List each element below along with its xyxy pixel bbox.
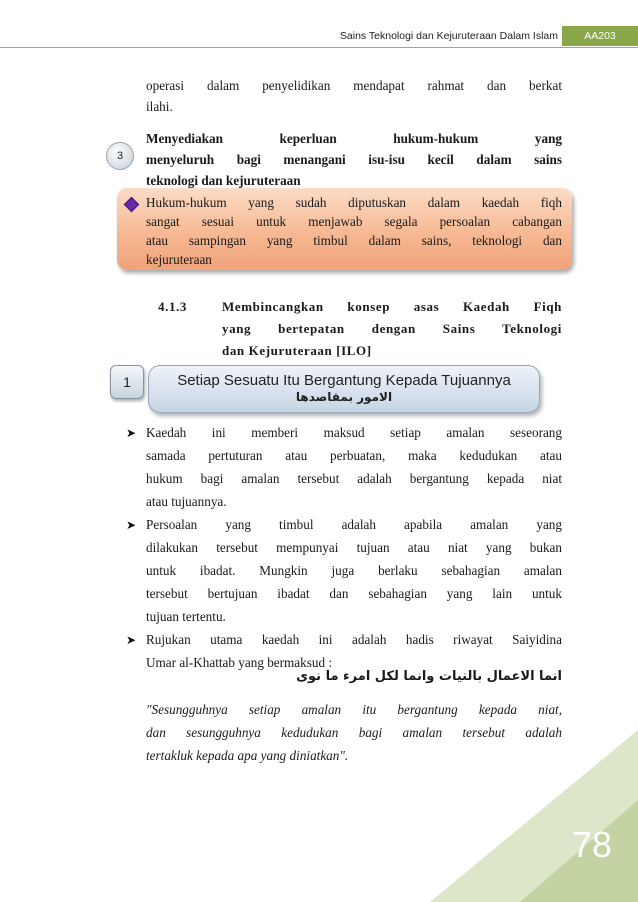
point-number-badge: 3 xyxy=(106,142,134,170)
text-line: untuk ibadat. Mungkin juga berlaku sebahagian amalan xyxy=(146,563,562,578)
section-heading xyxy=(222,296,562,362)
text-line: ilahi. xyxy=(146,99,173,114)
text-line: samada pertuturan atau perbuatan, maka kedudukan atau xyxy=(146,448,562,463)
kaedah-number-badge: 1 xyxy=(110,365,144,399)
course-code-badge: AA203 xyxy=(562,26,638,46)
kaedah-title: Setiap Sesuatu Itu Bergantung Kepada Tujuannya xyxy=(177,372,511,389)
text-line: hukum bagi amalan tersebut adalah bergantung kepada niat xyxy=(146,471,562,486)
text-line: Hukum-hukum yang sudah diputuskan dalam kaedah fiqh xyxy=(146,195,562,210)
text-line: Umar al-Khattab yang bermaksud : xyxy=(146,655,333,670)
bullet-item xyxy=(146,513,562,628)
arrow-bullet-icon: ➤ xyxy=(126,518,137,532)
highlight-text xyxy=(146,193,562,269)
heading-line: yang bertepatan dengan Sains Teknologi xyxy=(222,321,562,336)
text-line: menyeluruh bagi menangani isu-isu kecil dalam sains xyxy=(146,152,562,167)
text-line: Kaedah ini memberi maksud setiap amalan seseorang xyxy=(146,425,562,440)
text-line: tersebut bertujuan ibadat dan sebahagian yang lain untuk xyxy=(146,586,562,601)
bullet-item xyxy=(146,628,562,674)
text-line: atau tujuannya. xyxy=(146,494,227,509)
intro-paragraph xyxy=(146,75,562,117)
text-line: Rujukan utama kaedah ini adalah hadis riwayat Saiyidina xyxy=(146,632,562,647)
heading-line: Membincangkan konsep asas Kaedah Fiqh xyxy=(222,299,562,314)
text-line: kejuruteraan xyxy=(146,252,212,267)
page-number: 78 xyxy=(571,824,612,865)
arrow-bullet-icon: ➤ xyxy=(126,633,137,647)
arrow-bullet-icon: ➤ xyxy=(126,426,137,440)
text-line: tujuan tertentu. xyxy=(146,609,226,624)
header-divider xyxy=(0,47,638,48)
bullet-item xyxy=(146,421,562,513)
text-line: dan sesungguhnya kedudukan bagi amalan tersebut adalah xyxy=(146,725,562,740)
point-3-text xyxy=(146,128,562,191)
header-title: Sains Teknologi dan Kejuruteraan Dalam Islam xyxy=(339,30,558,42)
text-line: "Sesungguhnya setiap amalan itu bergantung kepada niat, xyxy=(146,702,562,717)
hadith-arabic: انما الاعمال بالنيات وانما لكل امرء ما نوى xyxy=(296,669,562,684)
text-line: Menyediakan keperluan hukum-hukum yang xyxy=(146,131,562,146)
text-line: sangat sesuai untuk menjawab segala persoalan cabangan xyxy=(146,214,562,229)
text-line: Persoalan yang timbul adalah apabila amalan yang xyxy=(146,517,562,532)
text-line: tertakluk kepada apa yang diniatkan". xyxy=(146,748,349,763)
text-line: atau sampingan yang timbul dalam sains, teknologi dan xyxy=(146,233,562,248)
text-line: dilakukan tersebut mempunyai tujuan atau niat yang bukan xyxy=(146,540,562,555)
corner-decoration xyxy=(430,730,638,902)
kaedah-arabic-title: الامور بمقاصدها xyxy=(295,390,393,404)
section-number: 4.1.3 xyxy=(158,299,187,314)
text-line: teknologi dan kejuruteraan xyxy=(146,173,301,188)
heading-line: dan Kejuruteraan [ILO] xyxy=(222,343,372,358)
text-line: operasi dalam penyelidikan mendapat rahmat dan berkat xyxy=(146,78,562,93)
